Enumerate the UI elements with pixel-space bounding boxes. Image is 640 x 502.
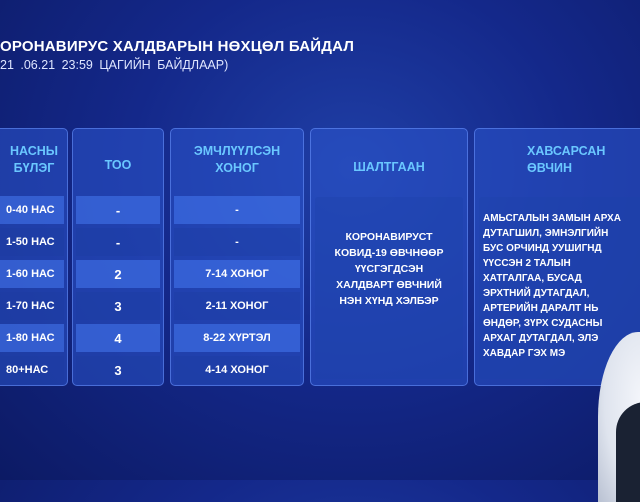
age-cell: 1-70 НАС <box>0 292 64 320</box>
count-cell: - <box>76 228 160 256</box>
page-subtitle: 21 .06.21 23:59 ЦАГИЙН БАЙДЛААР) <box>0 58 229 72</box>
cause-column <box>310 128 468 386</box>
age-cell: 1-60 НАС <box>0 260 64 288</box>
treatment-days-column <box>170 128 304 386</box>
page-title: ОРОНАВИРУС ХАЛДВАРЫН НӨХЦӨЛ БАЙДАЛ <box>0 38 355 55</box>
age-cell: 1-80 НАС <box>0 324 64 352</box>
age-cell: 80+НАС <box>0 356 64 384</box>
age-cell: 0-40 НАС <box>0 196 64 224</box>
days-cell: 4-14 ХОНОГ <box>174 356 300 384</box>
count-cell: 4 <box>76 324 160 352</box>
age-group-column <box>0 128 68 386</box>
count-cell: - <box>76 196 160 224</box>
comorbidity-text: АМЬСГАЛЫН ЗАМЫН АРХА ДУТАГШИЛ, ЭМНЭЛГИЙН БУС ОРЧИНД УУШИГНД ҮҮССЭН 2 ТАЛЫН ХАТГАЛГАА, БУСАД ЭРХТНИЙ ДУТАГДАЛ, АРТЕРИЙН ДАРАЛТ НЬ ӨНДӨР, ЗҮРХ СУДАСНЫ АРХАГ ДУТАГДАЛ, ЭЛЭ ХАВДАР ГЭХ МЭ <box>483 213 621 359</box>
presenter-suit <box>616 402 640 502</box>
age-cell: 1-50 НАС <box>0 228 64 256</box>
count-header: ТОО <box>104 158 132 172</box>
age-group-header: НАСНЫ БҮЛЭГ <box>9 144 59 175</box>
comorbidity-header: ХАВСАРСАН ӨВЧИН <box>527 144 606 175</box>
count-cell: 3 <box>76 292 160 320</box>
cause-text: КОРОНАВИРУСТ КОВИД-19 ӨВЧНӨӨР ҮҮСГЭГДСЭН ХАЛДВАРТ ӨВЧНИЙ НЭН ХҮНД ХЭЛБЭР <box>334 231 444 307</box>
treatment-days-header: ЭМЧЛҮҮЛСЭН ХОНОГ <box>193 144 281 175</box>
days-cell: 7-14 ХОНОГ <box>174 260 300 288</box>
days-cell: 8-22 ХҮРТЭЛ <box>174 324 300 352</box>
count-column <box>72 128 164 386</box>
count-cell: 3 <box>76 356 160 384</box>
cause-header: ШАЛТГААН <box>353 160 425 174</box>
days-cell: - <box>174 228 300 256</box>
count-cell: 2 <box>76 260 160 288</box>
days-cell: - <box>174 196 300 224</box>
days-cell: 2-11 ХОНОГ <box>174 292 300 320</box>
